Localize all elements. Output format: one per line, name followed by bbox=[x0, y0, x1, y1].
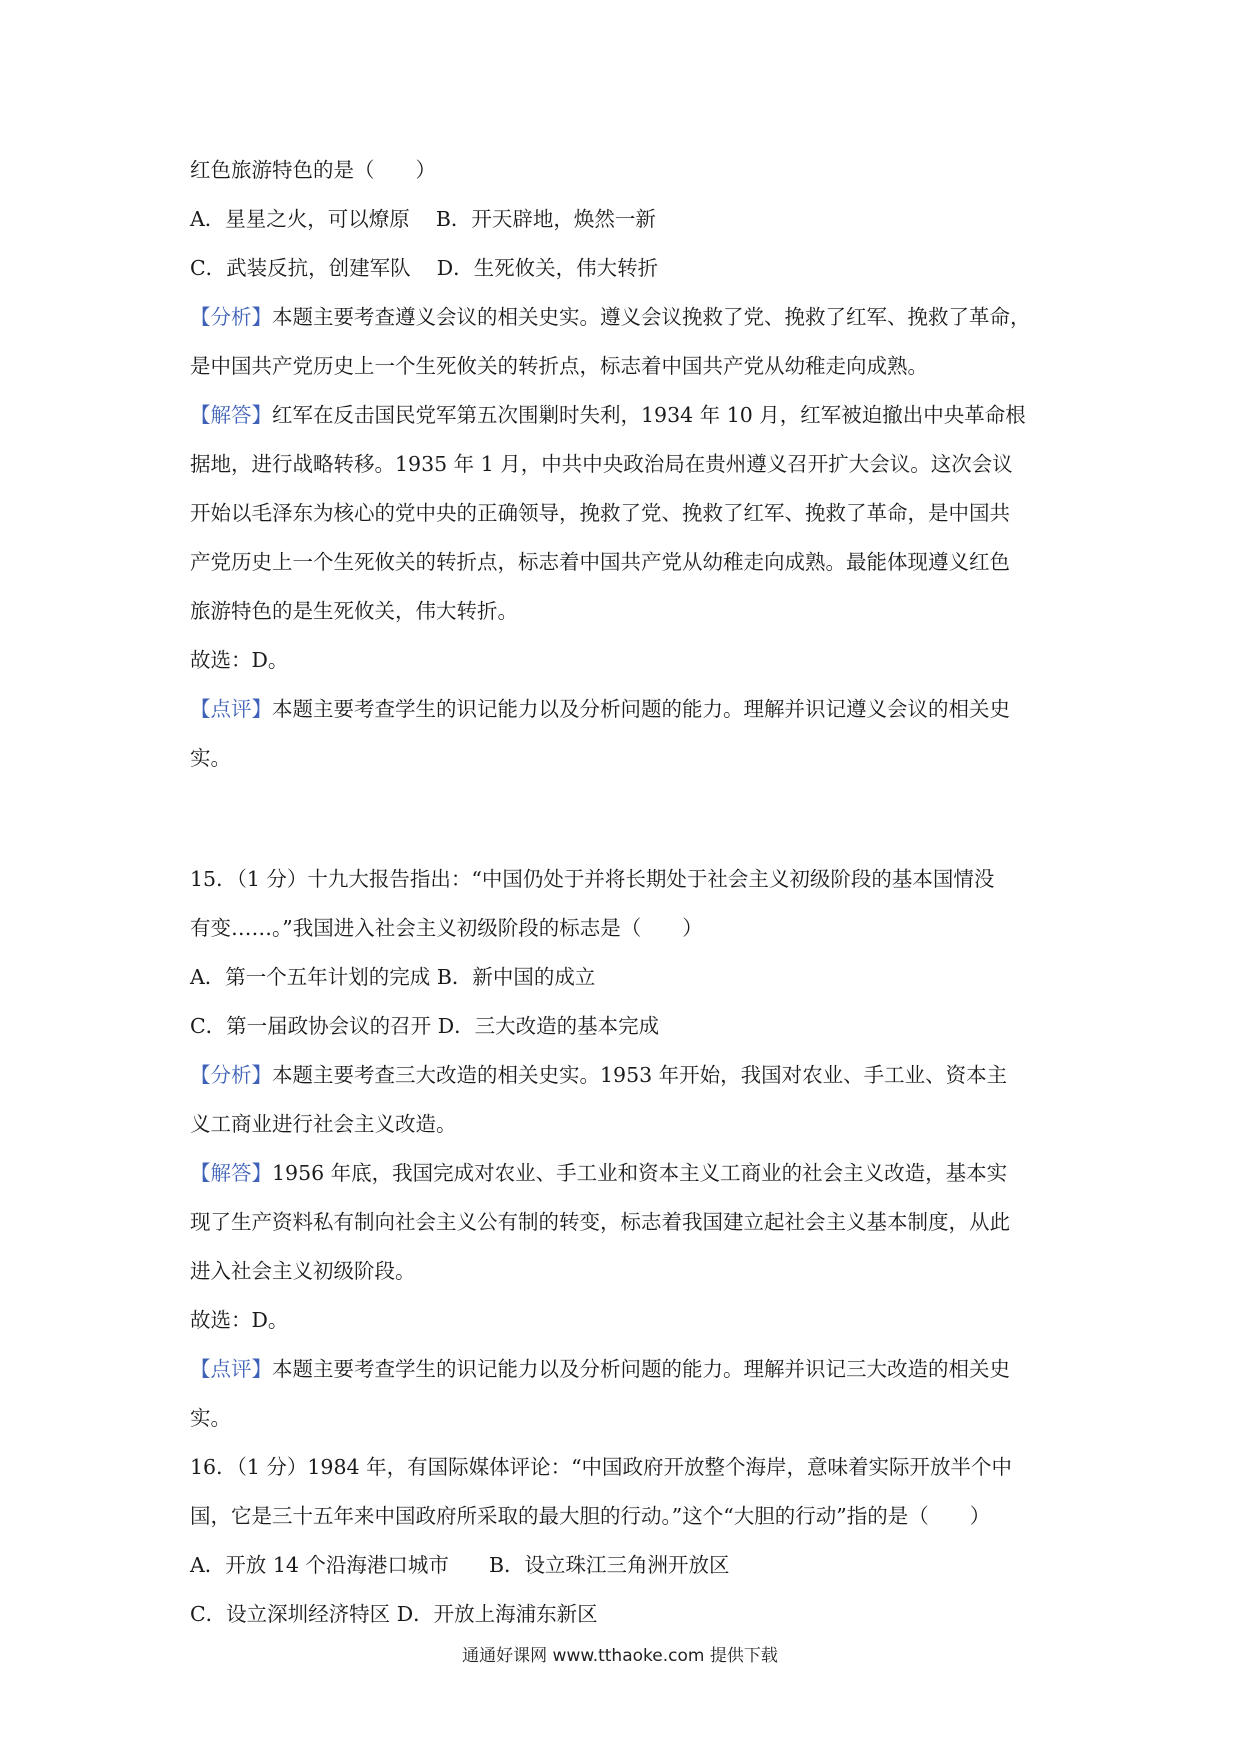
q14-review-text-2: 实。 bbox=[190, 746, 231, 770]
q16-option-c: C．设立深圳经济特区 bbox=[190, 1602, 391, 1626]
q14-answer-text-1: 红军在反击国民党军第五次围剿时失利，1934 年 10 月，红军被迫撤出中央革命根 bbox=[272, 403, 1026, 427]
q16-option-b: B．设立珠江三角洲开放区 bbox=[488, 1553, 730, 1577]
q15-answer-text-1: 1956 年底，我国完成对农业、手工业和资本主义工商业的社会主义改造，基本实 bbox=[272, 1161, 1008, 1185]
q16-stem-1: 16．（1 分）1984 年，有国际媒体评论：“中国政府开放整个海岸，意味着实际开放半个中 bbox=[190, 1455, 1013, 1479]
q15-choice: 故选：D。 bbox=[190, 1308, 289, 1332]
q14-answer-line bbox=[190, 403, 1070, 427]
q15-option-b: B．新中国的成立 bbox=[436, 965, 596, 989]
q14-review-line bbox=[190, 697, 1070, 721]
q14-answer-text-5: 旅游特色的是生死攸关，伟大转折。 bbox=[190, 599, 518, 623]
section-spacer bbox=[190, 795, 1070, 867]
q15-options-ab bbox=[190, 965, 1070, 989]
q15-review-line bbox=[190, 1357, 1070, 1381]
q15-analysis-tag: 【分析】 bbox=[190, 1063, 272, 1087]
q15-stem-2: 有变……。”我国进入社会主义初级阶段的标志是（ ） bbox=[190, 916, 703, 940]
q16-stem-2: 国，它是三十五年来中国政府所采取的最大胆的行动。”这个“大胆的行动”指的是（ ） bbox=[190, 1504, 991, 1528]
q14-option-d: D．生死攸关，伟大转折 bbox=[436, 256, 659, 280]
q15-stem-1: 15．（1 分）十九大报告指出：“中国仍处于并将长期处于社会主义初级阶段的基本国情没 bbox=[190, 867, 995, 891]
q15-review-tag: 【点评】 bbox=[190, 1357, 272, 1381]
q15-review-text-1: 本题主要考查学生的识记能力以及分析问题的能力。理解并识记三大改造的相关史 bbox=[272, 1357, 1010, 1381]
q15-analysis-text-2: 义工商业进行社会主义改造。 bbox=[190, 1112, 457, 1136]
q14-options-cd bbox=[190, 256, 1070, 280]
q15-answer-text-2: 现了生产资料私有制向社会主义公有制的转变，标志着我国建立起社会主义基本制度，从此 bbox=[190, 1210, 1010, 1234]
q14-options-ab bbox=[190, 207, 1070, 231]
q15-option-d: D．三大改造的基本完成 bbox=[437, 1014, 660, 1038]
question-16 bbox=[190, 1455, 1070, 1626]
q14-option-c: C．武装反抗，创建军队 bbox=[190, 256, 411, 280]
q14-analysis-text-2: 是中国共产党历史上一个生死攸关的转折点，标志着中国共产党从幼稚走向成熟。 bbox=[190, 354, 928, 378]
q16-option-a: A．开放 14 个沿海港口城市 bbox=[190, 1553, 449, 1577]
q14-option-a: A．星星之火，可以燎原 bbox=[190, 207, 410, 231]
question-14 bbox=[190, 158, 1070, 770]
q14-answer-tag: 【解答】 bbox=[190, 403, 272, 427]
q14-answer-text-2: 据地，进行战略转移。1935 年 1 月，中共中央政治局在贵州遵义召开扩大会议。这次会议 bbox=[190, 452, 1013, 476]
q14-review-text-1: 本题主要考查学生的识记能力以及分析问题的能力。理解并识记遵义会议的相关史 bbox=[272, 697, 1010, 721]
q15-option-c: C．第一届政协会议的召开 bbox=[190, 1014, 432, 1038]
page-footer: 通通好课网 www.tthaoke.com 提供下载 bbox=[462, 1646, 778, 1666]
q16-options-ab bbox=[190, 1553, 1070, 1577]
q15-answer-line bbox=[190, 1161, 1070, 1185]
q14-option-b: B．开天辟地，焕然一新 bbox=[435, 207, 656, 231]
q14-answer-text-4: 产党历史上一个生死攸关的转折点，标志着中国共产党从幼稚走向成熟。最能体现遵义红色 bbox=[190, 550, 1010, 574]
document-page bbox=[190, 158, 1070, 1651]
q15-answer-tag: 【解答】 bbox=[190, 1161, 272, 1185]
q15-analysis-text-1: 本题主要考查三大改造的相关史实。1953 年开始，我国对农业、手工业、资本主 bbox=[272, 1063, 1008, 1087]
question-15 bbox=[190, 867, 1070, 1430]
q15-answer-text-3: 进入社会主义初级阶段。 bbox=[190, 1259, 416, 1283]
q14-analysis-line bbox=[190, 305, 1070, 329]
q15-analysis-line bbox=[190, 1063, 1070, 1087]
q14-review-tag: 【点评】 bbox=[190, 697, 272, 721]
q15-review-text-2: 实。 bbox=[190, 1406, 231, 1430]
q14-stem-tail: 红色旅游特色的是（ ） bbox=[190, 158, 436, 182]
q15-option-a: A．第一个五年计划的完成 bbox=[190, 965, 431, 989]
q16-options-cd bbox=[190, 1602, 1070, 1626]
q16-option-d: D．开放上海浦东新区 bbox=[396, 1602, 598, 1626]
q15-options-cd bbox=[190, 1014, 1070, 1038]
q14-analysis-tag: 【分析】 bbox=[190, 305, 272, 329]
q14-answer-text-3: 开始以毛泽东为核心的党中央的正确领导，挽救了党、挽救了红军、挽救了革命，是中国共 bbox=[190, 501, 1010, 525]
q14-choice: 故选：D。 bbox=[190, 648, 289, 672]
q14-analysis-text-1: 本题主要考查遵义会议的相关史实。遵义会议挽救了党、挽救了红军、挽救了革命， bbox=[272, 305, 1031, 329]
